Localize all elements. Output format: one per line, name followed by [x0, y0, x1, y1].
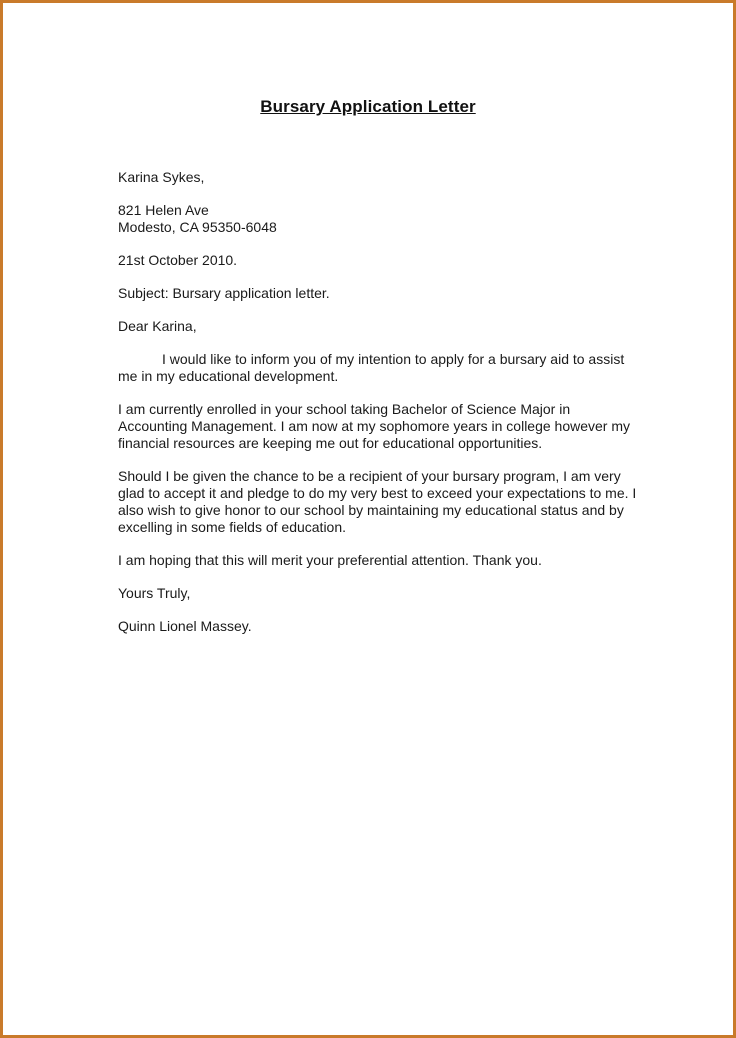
address-line-2: Modesto, CA 95350-6048 — [118, 219, 277, 235]
letter-title: Bursary Application Letter — [260, 97, 476, 116]
paragraph-enrollment: I am currently enrolled in your school taking Bachelor of Science Major in Accounting Management. I am now at my sophomore years in college however my financial resources are keeping me out for educational opportunities. — [118, 401, 631, 451]
address-line-1: 821 Helen Ave — [118, 202, 209, 218]
paragraph-thanks: I am hoping that this will merit your preferential attention. Thank you. — [118, 552, 542, 568]
sender-name: Karina Sykes, — [118, 169, 205, 185]
salutation: Dear Karina, — [118, 318, 197, 334]
sender-address — [118, 202, 638, 236]
closing: Yours Truly, — [118, 585, 191, 601]
letter-subject: Subject: Bursary application letter. — [118, 285, 330, 301]
signature-name: Quinn Lionel Massey. — [118, 618, 252, 634]
paragraph-intention: I would like to inform you of my intention to apply for a bursary aid to assist me in my educational development. — [118, 351, 625, 384]
paragraph-pledge: Should I be given the chance to be a recipient of your bursary program, I am very glad to accept it and pledge to do my very best to exceed your expectations to me. I also wish to give honor to our school by maintaining my educational status and by excelling in some fields of education. — [118, 468, 637, 535]
letter-body — [118, 169, 638, 651]
letter-date: 21st October 2010. — [118, 252, 238, 268]
